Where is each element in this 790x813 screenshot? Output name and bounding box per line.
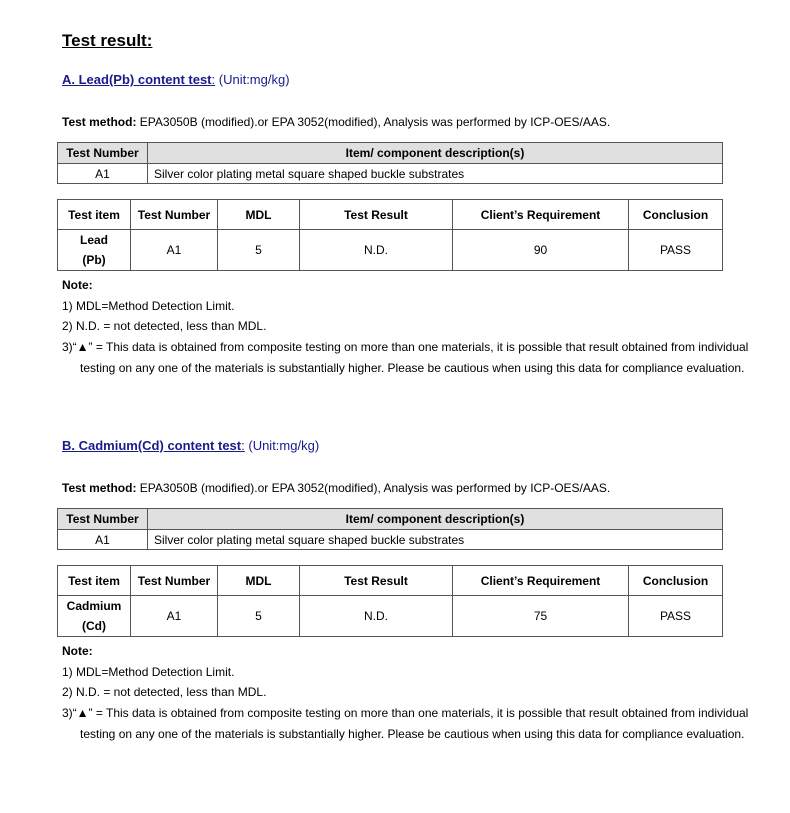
test-item-cell: [58, 596, 131, 637]
header-cell: Test item: [58, 566, 131, 596]
test-method: [62, 481, 610, 495]
table-header-row: [58, 509, 723, 530]
header-cell: Test Number: [131, 566, 218, 596]
section-heading: [62, 72, 290, 87]
notes: [62, 275, 748, 379]
method-text: EPA3050B (modified).or EPA 3052(modified), Analysis was performed by ICP-OES/AAS.: [136, 115, 611, 129]
section-heading: [62, 438, 319, 453]
table-header-row: [58, 566, 723, 596]
header-cell: Item/ component description(s): [148, 509, 723, 530]
cell: Silver color plating metal square shaped buckle substrates: [148, 164, 723, 184]
heading-colon: :: [211, 72, 216, 87]
result-table: [57, 565, 723, 637]
header-cell: Test Result: [300, 566, 453, 596]
table-row: [58, 596, 723, 637]
header-cell: Test Number: [58, 143, 148, 164]
table-row: [58, 530, 723, 550]
test-result-cell: N.D.: [300, 596, 453, 637]
note-item: 1) MDL=Method Detection Limit.: [62, 664, 235, 679]
header-cell: MDL: [218, 566, 300, 596]
header-cell: MDL: [218, 200, 300, 230]
test-item-symbol: (Pb): [82, 253, 106, 267]
test-item-cell: [58, 230, 131, 271]
section-title: B. Cadmium(Cd) content test: [62, 438, 242, 453]
note-title: Note:: [62, 278, 93, 292]
cell: A1: [58, 164, 148, 184]
description-table: [57, 508, 723, 550]
header-cell: Client’s Requirement: [453, 566, 629, 596]
test-item-name: Cadmium: [66, 599, 122, 613]
table-row: [58, 164, 723, 184]
note-title: Note:: [62, 644, 93, 658]
header-cell: Conclusion: [629, 200, 723, 230]
test-section: [0, 72, 790, 447]
method-label: Test method:: [62, 115, 137, 129]
section-title: A. Lead(Pb) content test: [62, 72, 212, 87]
test-method: [62, 115, 610, 129]
note-item: 2) N.D. = not detected, less than MDL.: [62, 685, 267, 700]
requirement-cell: 75: [453, 596, 629, 637]
test-number-cell: A1: [131, 596, 218, 637]
table-row: [58, 230, 723, 271]
header-cell: Item/ component description(s): [148, 143, 723, 164]
test-result-cell: N.D.: [300, 230, 453, 271]
header-cell: Test Number: [131, 200, 218, 230]
cell: Silver color plating metal square shaped buckle substrates: [148, 530, 723, 550]
test-number-cell: A1: [131, 230, 218, 271]
notes: [62, 641, 748, 745]
table-header-row: [58, 143, 723, 164]
method-label: Test method:: [62, 481, 137, 495]
note-item: 2) N.D. = not detected, less than MDL.: [62, 319, 267, 334]
heading-colon: :: [241, 438, 245, 453]
note-item: testing on any one of the materials is substantially higher. Please be cautious when using this data for compliance evaluation.: [80, 726, 745, 741]
header-cell: Test item: [58, 200, 131, 230]
unit-label: (Unit:mg/kg): [215, 72, 290, 87]
page-title: Test result:: [62, 31, 153, 50]
unit-label: (Unit:mg/kg): [244, 438, 320, 453]
header-cell: Test Number: [58, 509, 148, 530]
header-cell: Client’s Requirement: [453, 200, 629, 230]
note-item: 3)“▲” = This data is obtained from composite testing on more than one materials, it is possible that result obtained from individual: [62, 340, 749, 355]
conclusion-cell: PASS: [629, 230, 723, 271]
table-header-row: [58, 200, 723, 230]
method-text: EPA3050B (modified).or EPA 3052(modified), Analysis was performed by ICP-OES/AAS.: [136, 481, 611, 495]
mdl-cell: 5: [218, 230, 300, 271]
test-item-name: Lead: [79, 233, 108, 247]
test-item-symbol: (Cd): [82, 619, 106, 633]
requirement-cell: 90: [453, 230, 629, 271]
mdl-cell: 5: [218, 596, 300, 637]
note-item: testing on any one of the materials is substantially higher. Please be cautious when using this data for compliance evaluation.: [80, 360, 745, 375]
header-cell: Conclusion: [629, 566, 723, 596]
note-item: 1) MDL=Method Detection Limit.: [62, 298, 235, 313]
conclusion-cell: PASS: [629, 596, 723, 637]
note-item: 3)“▲” = This data is obtained from composite testing on more than one materials, it is possible that result obtained from individual: [62, 706, 749, 721]
description-table: [57, 142, 723, 184]
test-section: [0, 438, 790, 813]
header-cell: Test Result: [300, 200, 453, 230]
cell: A1: [58, 530, 148, 550]
result-table: [57, 199, 723, 271]
